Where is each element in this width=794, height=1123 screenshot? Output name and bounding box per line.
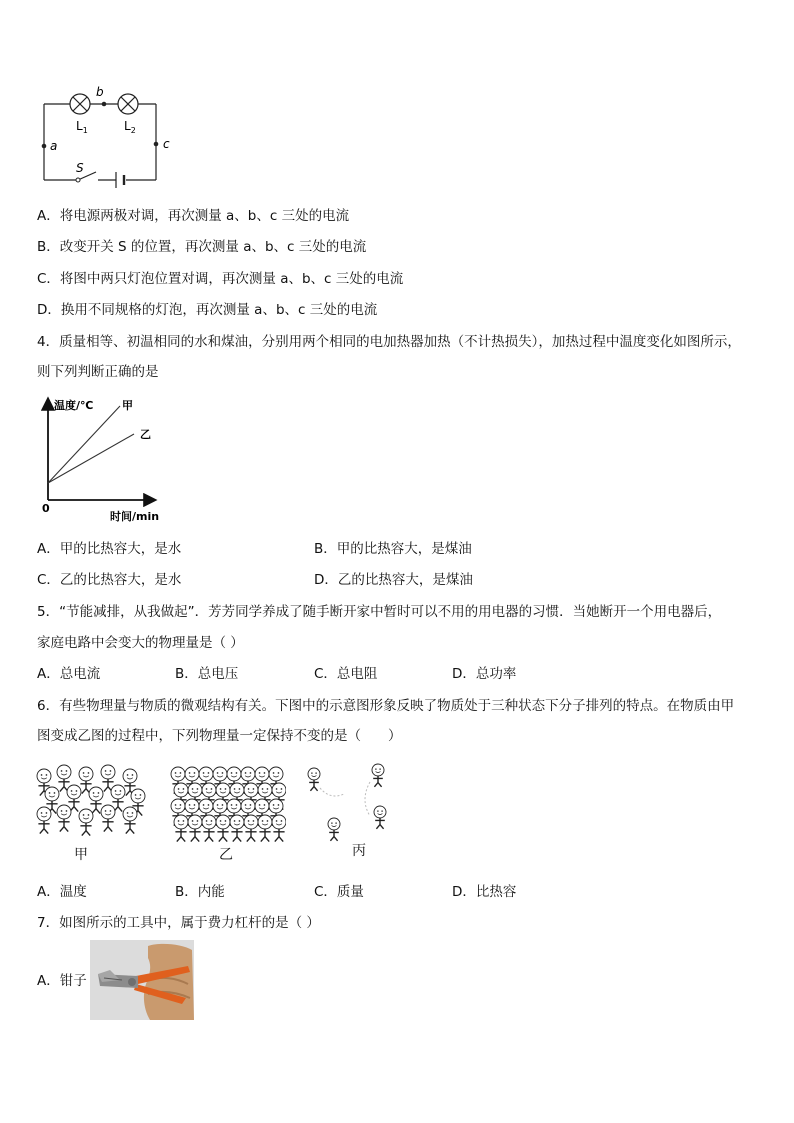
molecule-icon	[244, 815, 258, 842]
molecule-figure-jia	[34, 764, 150, 848]
molecule-figure-yi	[168, 764, 286, 848]
pliers-photo	[90, 940, 194, 1020]
q5-option-a: A．总电流	[37, 666, 101, 682]
series-jia-label: 甲	[122, 399, 133, 412]
q4-stem-line2: 则下列判断正确的是	[37, 364, 159, 380]
circuit-label-a: a	[50, 139, 58, 153]
circuit-label-l1: $L_1$	[76, 119, 88, 135]
q6-option-a: A．温度	[37, 884, 87, 900]
q4-stem-line1: 4．质量相等、初温相同的水和煤油，分别用两个相同的电加热器加热（不计热损失），加热过程中温度变化如图所示，	[37, 334, 741, 350]
q6-stem-line1: 6．有些物理量与物质的微观结构有关。下图中的示意图形象反映了物质处于三种状态下分子排列的特点。在物质由甲	[37, 698, 735, 714]
q3-option-d: D．换用不同规格的灯泡，再次测量 a、b、c 三处的电流	[37, 302, 378, 318]
molecule-icon	[308, 768, 320, 791]
lamp-l2-icon	[118, 94, 138, 114]
q6-option-c: C．质量	[314, 884, 364, 900]
molecule-icon	[174, 815, 188, 842]
motion-trail	[320, 782, 370, 816]
q4-option-d: D．乙的比热容大，是煤油	[314, 572, 473, 588]
circuit-label-l2: $L_2$	[124, 119, 136, 135]
q7-option-a: A．钳子	[37, 973, 87, 989]
molecule-icon	[258, 815, 272, 842]
q3-option-b: B．改变开关 S 的位置，再次测量 a、b、c 三处的电流	[37, 239, 367, 255]
molecule-icon	[372, 764, 384, 787]
molecule-icon	[123, 807, 137, 834]
temperature-time-graph	[36, 394, 176, 526]
molecule-icon	[79, 809, 93, 836]
molecule-icon	[101, 805, 115, 832]
molecule-icon	[374, 806, 386, 829]
circuit-diagram	[36, 84, 186, 190]
fig-label-bing: 丙	[352, 843, 366, 859]
x-axis-label: 时间/min	[110, 510, 160, 523]
q4-option-c: C．乙的比热容大，是水	[37, 572, 182, 588]
q3-option-a: A．将电源两极对调，再次测量 a、b、c 三处的电流	[37, 208, 350, 224]
series-yi-line	[48, 434, 134, 483]
q3-option-c: C．将图中两只灯泡位置对调，再次测量 a、b、c 三处的电流	[37, 271, 404, 287]
y-axis-label: 温度/℃	[54, 399, 94, 412]
circuit-label-b: b	[96, 85, 104, 99]
molecule-icon	[328, 818, 340, 841]
circuit-label-c: c	[163, 137, 170, 151]
q6-option-b: B．内能	[175, 884, 225, 900]
q6-option-d: D．比热容	[452, 884, 517, 900]
series-yi-label: 乙	[140, 428, 151, 441]
circuit-label-s: S	[76, 161, 84, 175]
molecule-icon	[272, 815, 286, 842]
molecule-icon	[216, 815, 230, 842]
q4-option-b: B．甲的比热容大，是煤油	[314, 541, 472, 557]
q5-stem-line2: 家庭电路中会变大的物理量是（ ）	[37, 635, 244, 651]
fig-label-jia: 甲	[74, 847, 88, 863]
q5-option-c: C．总电阻	[314, 666, 378, 682]
q4-option-a: A．甲的比热容大，是水	[37, 541, 182, 557]
molecule-icon	[230, 815, 244, 842]
q5-option-d: D．总功率	[452, 666, 517, 682]
q5-stem-line1: 5．“节能减排，从我做起”．芳芳同学养成了随手断开家中暂时可以不用的用电器的习惯．当她断开一个用电器后，	[37, 604, 722, 620]
molecule-icon	[188, 815, 202, 842]
series-jia-line	[48, 406, 120, 483]
q7-stem: 7．如图所示的工具中，属于费力杠杆的是（ ）	[37, 915, 320, 931]
molecule-icon	[202, 815, 216, 842]
molecule-icon	[37, 807, 51, 834]
origin-label: 0	[42, 502, 50, 515]
lamp-l1-icon	[70, 94, 90, 114]
fig-label-yi: 乙	[219, 847, 233, 863]
molecule-icon	[89, 787, 103, 814]
q6-stem-line2: 图变成乙图的过程中，下列物理量一定保持不变的是（ ）	[37, 728, 402, 744]
q5-option-b: B．总电压	[175, 666, 239, 682]
molecule-icon	[57, 805, 71, 832]
molecule-figure-bing	[300, 760, 400, 848]
